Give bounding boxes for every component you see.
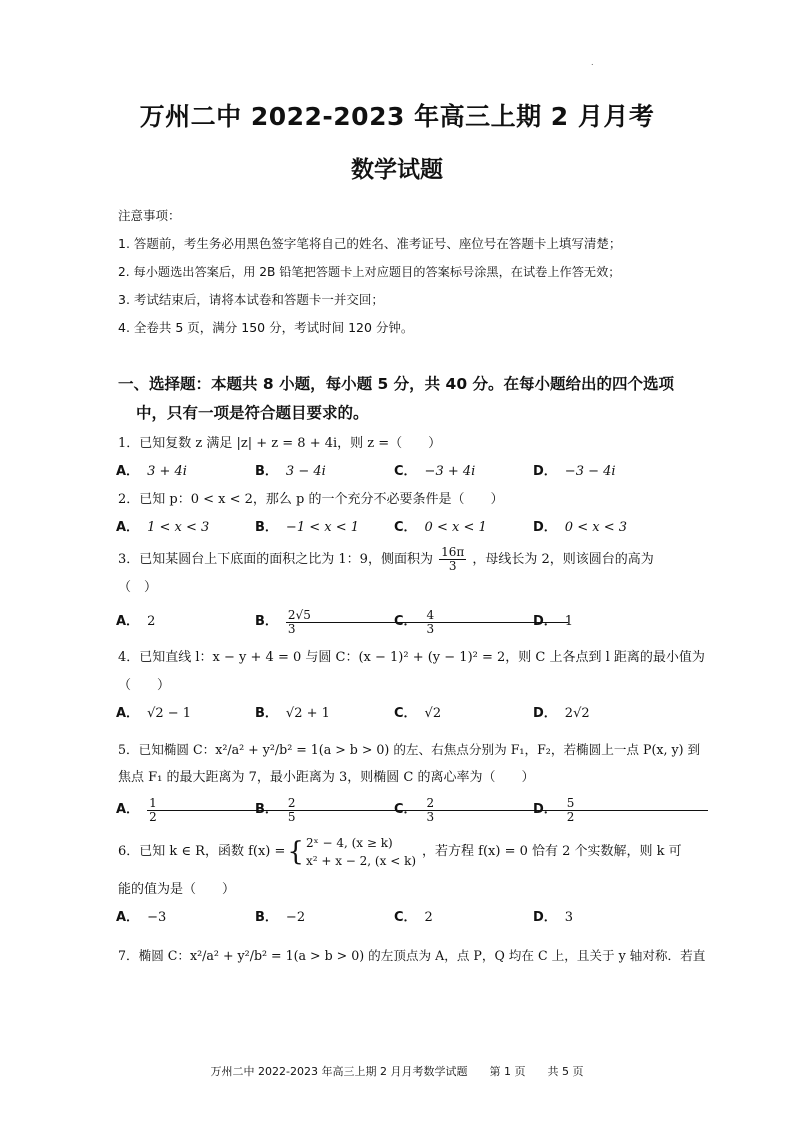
option-a: A． 1 < x < 3 xyxy=(116,520,210,535)
option-b: B． $\frac{2}{5}$ xyxy=(255,796,394,824)
option-a: A． $\frac{1}{2}$ xyxy=(116,796,255,824)
option-a: A． √2 − 1 xyxy=(116,706,192,721)
option-d: D． −3 − 4i xyxy=(533,464,616,479)
option-c: C． 0 < x < 1 xyxy=(394,520,487,535)
question-4-options xyxy=(116,700,734,728)
question-6-stem-cont: 能的值为是（ ） xyxy=(118,882,236,897)
notice-item: 2. 每小题选出答案后，用 2B 铅笔把答题卡上对应题目的答案标号涂黑，在试卷上作答无效； xyxy=(118,265,621,279)
page-subtitle: 数学试题 xyxy=(351,157,443,183)
option-c: C． −3 + 4i xyxy=(394,464,476,479)
option-a: A． −3 xyxy=(116,910,167,925)
option-b: B． $\frac{2√5}{3}$ xyxy=(255,608,394,636)
piece-2: x² + x − 2, (x < k) xyxy=(305,854,417,868)
option-a: A． 3 + 4i xyxy=(116,464,187,479)
corner-mark: . xyxy=(591,58,594,67)
option-b: B． −2 xyxy=(255,910,306,925)
fraction: $\frac{16\pi}{3}$ xyxy=(441,545,465,573)
question-4-stem: 4．已知直线 l：x − y + 4 = 0 与圆 C：(x − 1)² + (y − 1)² = 2，则 C 上各点到 l 距离的最小值为 xyxy=(118,650,705,665)
question-2-stem: 2．已知 p：0 < x < 2，那么 p 的一个充分不必要条件是（ ） xyxy=(118,492,504,507)
question-5-options xyxy=(116,796,734,824)
notice-item: 3. 考试结束后，请将本试卷和答题卡一并交回； xyxy=(118,292,384,307)
section-heading: 一、选择题：本题共 8 小题，每小题 5 分，共 40 分。在每小题给出的四个选项 中，只有一项是符合题目要求的。 xyxy=(118,375,675,422)
notice-item: 4. 全卷共 5 页，满分 150 分，考试时间 120 分钟。 xyxy=(118,320,414,335)
question-6-options xyxy=(116,904,734,932)
option-d: D． 2√2 xyxy=(533,706,590,721)
piece-1: 2ˣ − 4, (x ≥ k) xyxy=(305,836,393,850)
option-d: D． 1 xyxy=(533,614,574,629)
question-6-stem: 6．已知 k ∈ R，函数 f(x) = { 2ˣ − 4, (x ≥ k) x² + x − 2, (x < k) ，若方程 f(x) = 0 恰有 2 个实数解，则 k 可 xyxy=(118,836,682,868)
page-title: 万州二中 2022-2023 年高三上期 2 月月考 xyxy=(139,102,655,131)
question-5-stem-cont: 焦点 F₁ 的最大距离为 7，最小距离为 3，则椭圆 C 的离心率为（ ） xyxy=(118,770,535,785)
question-3-stem: 3．已知某圆台上下底面的面积之比为 1：9，侧面积为 $\frac{16\pi}{3}$ ，母线长为 2，则该圆台的高为 xyxy=(118,545,654,573)
option-d: D． 3 xyxy=(533,910,574,925)
option-b: B． −1 < x < 1 xyxy=(255,520,360,535)
question-7-stem: 7．椭圆 C：x²/a² + y²/b² = 1(a > b > 0) 的左顶点为 A，点 P，Q 均在 C 上，且关于 y 轴对称．若直 xyxy=(118,948,706,963)
option-b: B． 3 − 4i xyxy=(255,464,326,479)
notice-heading: 注意事项： xyxy=(118,208,181,223)
notice-block xyxy=(118,202,734,342)
question-1-options xyxy=(116,458,734,486)
question-4-stem-cont: （ ） xyxy=(118,678,171,693)
option-d: D． $\frac{5}{2}$ xyxy=(533,796,672,824)
question-3-options xyxy=(116,608,734,636)
option-c: C． $\frac{2}{3}$ xyxy=(394,796,533,824)
option-c: C． $\frac{4}{3}$ xyxy=(394,608,533,636)
question-1-stem: 1．已知复数 z 满足 |z| + z = 8 + 4i，则 z =（ ） xyxy=(118,436,442,451)
question-2-options xyxy=(116,514,734,542)
question-3-stem-cont: （ ） xyxy=(118,580,158,595)
option-a: A． 2 xyxy=(116,614,156,629)
option-c: C． √2 xyxy=(394,706,442,721)
question-5-stem: 5．已知椭圆 C：x²/a² + y²/b² = 1(a > b > 0) 的左、右焦点分别为 F₁，F₂，若椭圆上一点 P(x, y) 到 xyxy=(118,742,701,757)
option-b: B． √2 + 1 xyxy=(255,706,330,721)
page-footer: 万州二中 2022-2023 年高三上期 2 月月考数学试题 第 1 页 共 5 页 xyxy=(210,1065,584,1078)
option-d: D． 0 < x < 3 xyxy=(533,520,627,535)
notice-item: 1. 答题前，考生务必用黑色签字笔将自己的姓名、准考证号、座位号在答题卡上填写清楚； xyxy=(118,236,622,251)
option-c: C． 2 xyxy=(394,910,433,925)
